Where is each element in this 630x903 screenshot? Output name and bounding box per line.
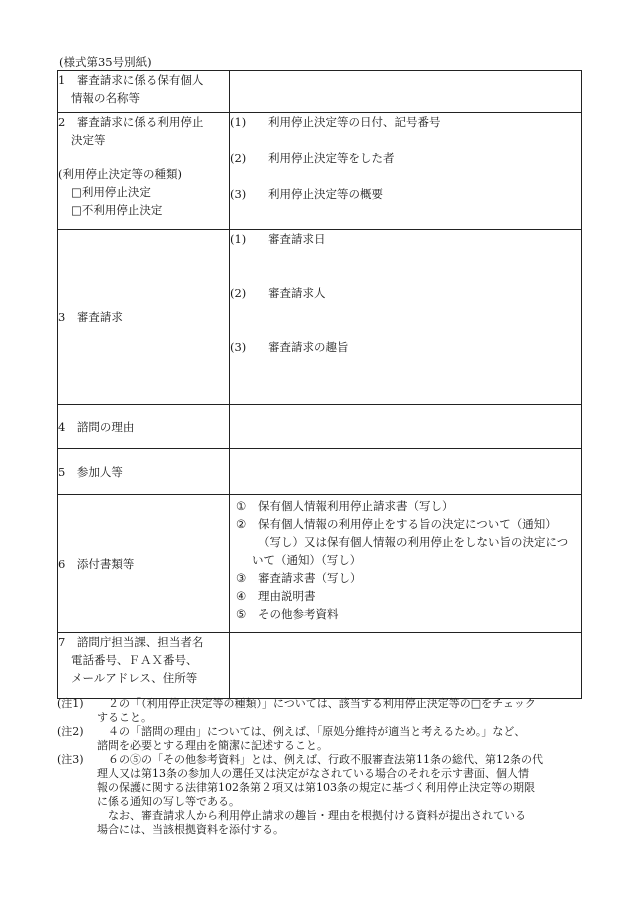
decision-item: (2) 利用停止決定等をした者	[230, 151, 395, 165]
row-consultation-reason	[58, 405, 582, 449]
label-consultation-reason: 4 諮問の理由	[58, 405, 230, 449]
value-attachments	[230, 495, 582, 633]
option-non-suspension[interactable]: □不利用停止決定	[71, 203, 163, 217]
label-line: 1 審査請求に係る保有個人	[58, 73, 204, 87]
attachment-item: ② 保有個人情報の利用停止をする旨の決定について（通知）	[236, 517, 557, 531]
notes	[57, 697, 585, 837]
appeal-item: (2) 審査請求人	[230, 286, 326, 300]
row-contact	[58, 633, 582, 699]
row-attachments	[58, 495, 582, 633]
decision-item: (1) 利用停止決定等の日付、記号番号	[230, 115, 441, 129]
note-1: (注1) ２の「（利用停止決定等の種類）」については、該当する利用停止決定等の□をチェック すること。	[57, 697, 536, 724]
row-participants	[58, 449, 582, 495]
value-consultation-reason[interactable]	[230, 405, 582, 449]
note-3: (注3) ６の⑤の「その他参考資料」とは、例えば、行政不服審査法第11条の総代、第12条の代 理人又は第13条の参加人の選任又は決定がなされている場合のそれを示す書面、個人情 報の保護に関する法律第102条第２項又は第103条の規定に基づく利用停止決定等の期限 に係る通知の写し等である。 なお、審査請求人から利用停止請求の趣旨・理由を根拠付ける資料が提出されている 場合には、当該根拠資料を添付する。	[57, 753, 543, 836]
attachment-item: ④ 理由説明書	[236, 589, 316, 603]
value-contact[interactable]	[230, 633, 582, 699]
label-personal-info-name	[58, 71, 230, 113]
attachment-item: ① 保有個人情報利用停止請求書（写し）	[236, 499, 454, 513]
form-id: (様式第35号別紙)	[59, 55, 152, 69]
label-line: 決定等	[71, 133, 106, 147]
attachment-item-continued: いて（通知）（写し）	[252, 553, 362, 567]
label-line: 情報の名称等	[71, 91, 140, 105]
label-participants: 5 参加人等	[58, 449, 230, 495]
note-2: (注2) ４の「諮問の理由」については、例えば、「原処分維持が適当と考えるため。」など、 諮問を必要とする理由を簡潔に記述すること。	[57, 725, 526, 752]
label-attachments: 6 添付書類等	[58, 495, 230, 633]
row-personal-info-name	[58, 71, 582, 113]
appeal-item: (1) 審査請求日	[230, 232, 326, 246]
label-line: 2 審査請求に係る利用停止	[58, 115, 204, 129]
label-decision	[58, 113, 230, 230]
value-participants[interactable]	[230, 449, 582, 495]
decision-item: (3) 利用停止決定等の概要	[230, 187, 383, 201]
attachment-item: ⑤ その他参考資料	[236, 607, 339, 621]
attachment-item-continued: （写し）又は保有個人情報の利用停止をしない旨の決定につ	[258, 535, 569, 549]
form-table	[57, 70, 582, 699]
value-decision	[230, 113, 582, 230]
value-personal-info-name[interactable]	[230, 71, 582, 113]
row-decision	[58, 113, 582, 230]
attachment-item: ③ 審査請求書（写し）	[236, 571, 362, 585]
label-contact: 7 諮問庁担当課、担当者名 電話番号、ＦＡＸ番号、 メールアドレス、住所等	[58, 633, 230, 699]
decision-kind-heading: (利用停止決定等の種類)	[58, 167, 182, 181]
row-appeal	[58, 230, 582, 405]
option-use-suspension[interactable]: □利用停止決定	[71, 185, 151, 199]
value-appeal	[230, 230, 582, 405]
appeal-item: (3) 審査請求の趣旨	[230, 340, 349, 354]
label-appeal: 3 審査請求	[58, 230, 230, 405]
